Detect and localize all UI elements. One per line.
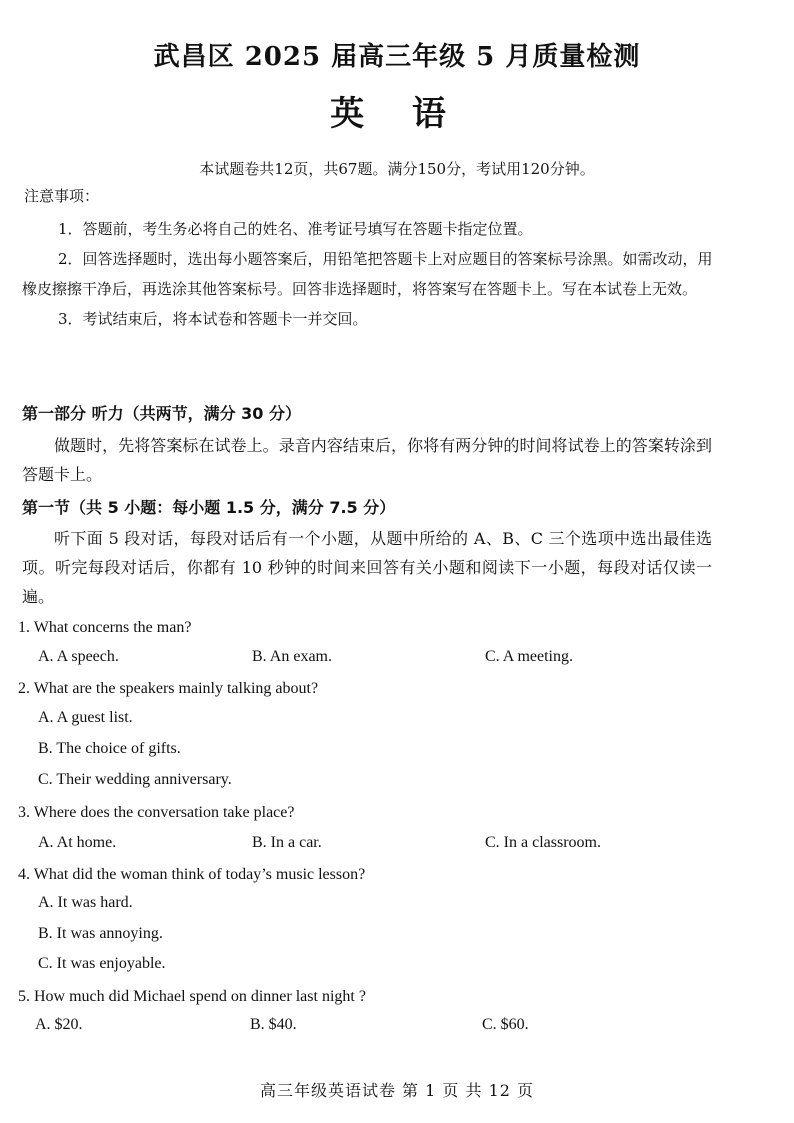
notice-item-2: 2．回答选择题时，选出每小题答案后，用铅笔把答题卡上对应题目的答案标号涂黑。如需改动，用橡皮擦擦干净后，再选涂其他答案标号。回答非选择题时，将答案写在答题卡上。写在本试卷上无效。: [22, 250, 713, 298]
question-5-option-b: B. $40.: [250, 1016, 297, 1033]
page-footer: 高三年级英语试卷 第 1 页 共 12 页: [259, 1081, 535, 1100]
exam-title: 武昌区 2025 届高三年级 5 月质量检测: [153, 42, 641, 72]
section1-instruction: 听下面 5 段对话，每段对话后有一个小题，从题中所给的 A、B、C 三个选项中选出最佳选项。听完每段对话后，你都有 10 秒钟的时间来回答有关小题和阅读下一小题，每段对话仅读一遍。: [22, 529, 712, 606]
question-5-stem: 5. How much did Michael spend on dinner last night ?: [18, 988, 366, 1005]
question-1-option-a: A. A speech.: [38, 648, 119, 665]
question-2-stem: 2. What are the speakers mainly talking about?: [18, 680, 319, 697]
question-1-option-c: C. A meeting.: [485, 648, 573, 665]
question-4-option-a: A. It was hard.: [38, 894, 133, 911]
subject-title: 英 语: [330, 94, 464, 134]
question-3-option-a: A. At home.: [38, 834, 117, 851]
question-4-stem: 4. What did the woman think of today’s music lesson?: [18, 866, 366, 883]
notice-title: 注意事项：: [24, 187, 100, 205]
notice-list: [22, 214, 722, 334]
question-3-option-b: B. In a car.: [252, 834, 322, 851]
question-3-stem: 3. Where does the conversation take place?: [18, 804, 295, 821]
question-4-option-b: B. It was annoying.: [38, 925, 163, 942]
part1-instruction: 做题时，先将答案标在试卷上。录音内容结束后，你将有两分钟的时间将试卷上的答案转涂到答题卡上。: [22, 436, 712, 484]
question-1-option-b: B. An exam.: [252, 648, 332, 665]
question-2-option-a: A. A guest list.: [38, 709, 133, 726]
question-5-option-c: C. $60.: [482, 1016, 529, 1033]
notice-item-3: 3．考试结束后，将本试卷和答题卡一并交回。: [58, 310, 368, 328]
question-4-option-c: C. It was enjoyable.: [38, 955, 166, 972]
question-2-option-b: B. The choice of gifts.: [38, 740, 181, 757]
part1-heading: 第一部分 听力（共两节，满分 30 分）: [22, 404, 301, 423]
question-3-option-c: C. In a classroom.: [485, 834, 601, 851]
notice-item-1: 1．答题前，考生务必将自己的姓名、准考证号填写在答题卡指定位置。: [58, 220, 533, 238]
question-1-stem: 1. What concerns the man?: [18, 619, 192, 636]
section1-heading: 第一节（共 5 小题：每小题 1.5 分，满分 7.5 分）: [22, 498, 396, 517]
question-5-option-a: A. $20.: [35, 1016, 83, 1033]
question-2-option-c: C. Their wedding anniversary.: [38, 771, 232, 788]
exam-info: 本试题卷共12页，共67题。满分150分，考试用120分钟。: [199, 160, 595, 178]
